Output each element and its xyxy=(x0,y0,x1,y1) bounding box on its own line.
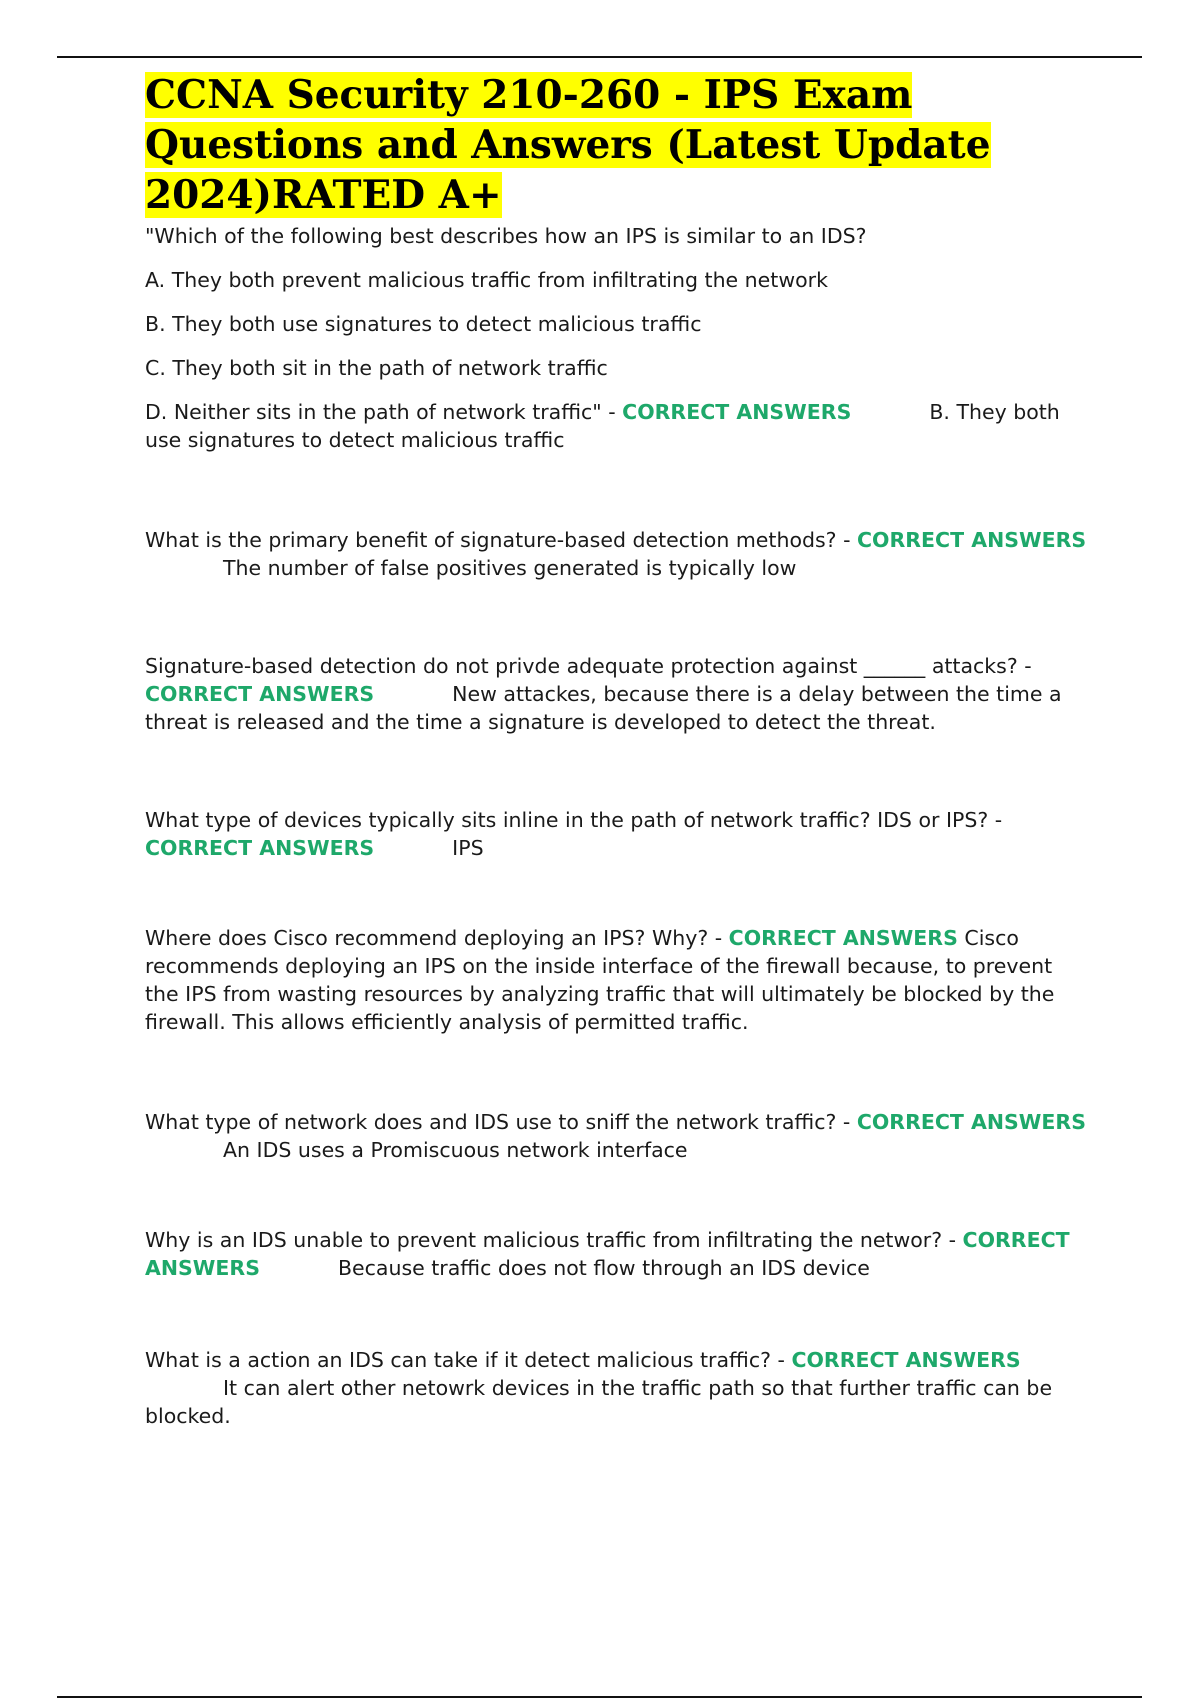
document-title xyxy=(145,70,1090,220)
question-text: Where does Cisco recommend deploying an IPS? Why? - xyxy=(145,926,729,950)
correct-answers-marker: CORRECT ANSWERS xyxy=(857,528,1087,552)
correct-answers-marker: CORRECT ANSWERS xyxy=(728,926,958,950)
question-1-option-b: B. They both use signatures to detect malicious traffic xyxy=(145,312,702,336)
question-1-option-a: A. They both prevent malicious traffic from infiltrating the network xyxy=(145,268,828,292)
qa-item xyxy=(145,1226,1090,1282)
correct-answers-marker: CORRECT ANSWERS xyxy=(145,682,375,706)
answer-text: New attackes, because there is a delay between the time a threat is released and the time a signature is developed to detect the threat. xyxy=(145,682,1062,734)
bottom-rule xyxy=(57,1696,1142,1698)
correct-answers-marker: CORRECT ANSWERS xyxy=(791,1348,1021,1372)
question-text: What type of network does and IDS use to sniff the network traffic? - xyxy=(145,1110,857,1134)
question-text: Signature-based detection do not privde adequate protection against ______ attacks? - xyxy=(145,654,1032,678)
correct-answers-marker: CORRECT ANSWERS xyxy=(145,836,375,860)
qa-item xyxy=(145,924,1090,1036)
answer-text: Because traffic does not flow through an IDS device xyxy=(337,1256,870,1280)
question-text: What is the primary benefit of signature-based detection methods? - xyxy=(145,528,857,552)
qa-item xyxy=(145,806,1090,862)
question-text: Why is an IDS unable to prevent malicious traffic from infiltrating the networ? - xyxy=(145,1228,963,1252)
answer-text: IPS xyxy=(452,836,484,860)
qa-item xyxy=(145,1346,1090,1430)
answer-text: B. They both use signatures to detect malicious traffic xyxy=(145,400,1060,452)
top-rule xyxy=(57,56,1142,58)
qa-item xyxy=(145,526,1090,582)
question-1-option-d xyxy=(145,398,1090,454)
answer-text: Cisco recommends deploying an IPS on the inside interface of the firewall because, to prevent the IPS from wasting resources by analyzing traffic that will ultimately be blocked by the firewall. This allows efficiently analysis of permitted traffic. xyxy=(145,926,1055,1034)
correct-answers-marker: CORRECT ANSWERS xyxy=(856,1110,1086,1134)
correct-answers-marker: CORRECT ANSWERS xyxy=(145,1228,1070,1280)
question-text: What is a action an IDS can take if it detect malicious traffic? - xyxy=(145,1348,792,1372)
answer-text: An IDS uses a Promiscuous network interface xyxy=(223,1138,688,1162)
qa-item xyxy=(145,652,1090,736)
qa-item xyxy=(145,1108,1090,1164)
answer-text: The number of false positives generated is typically low xyxy=(223,556,797,580)
correct-answers-marker: CORRECT ANSWERS xyxy=(622,400,852,424)
question-text: What type of devices typically sits inline in the path of network traffic? IDS or IPS? - xyxy=(145,808,1003,832)
answer-text: It can alert other netowrk devices in the traffic path so that further traffic can be blocked. xyxy=(145,1376,1053,1428)
document-body xyxy=(145,70,1090,1430)
question-1-option-c: C. They both sit in the path of network traffic xyxy=(145,356,608,380)
question-1-text: "Which of the following best describes how an IPS is similar to an IDS? xyxy=(145,224,867,248)
title-highlight: CCNA Security 210-260 - IPS Exam Questions and Answers (Latest Update 2024)RATED A+ xyxy=(145,72,991,218)
question-text: D. Neither sits in the path of network traffic" - xyxy=(145,400,623,424)
